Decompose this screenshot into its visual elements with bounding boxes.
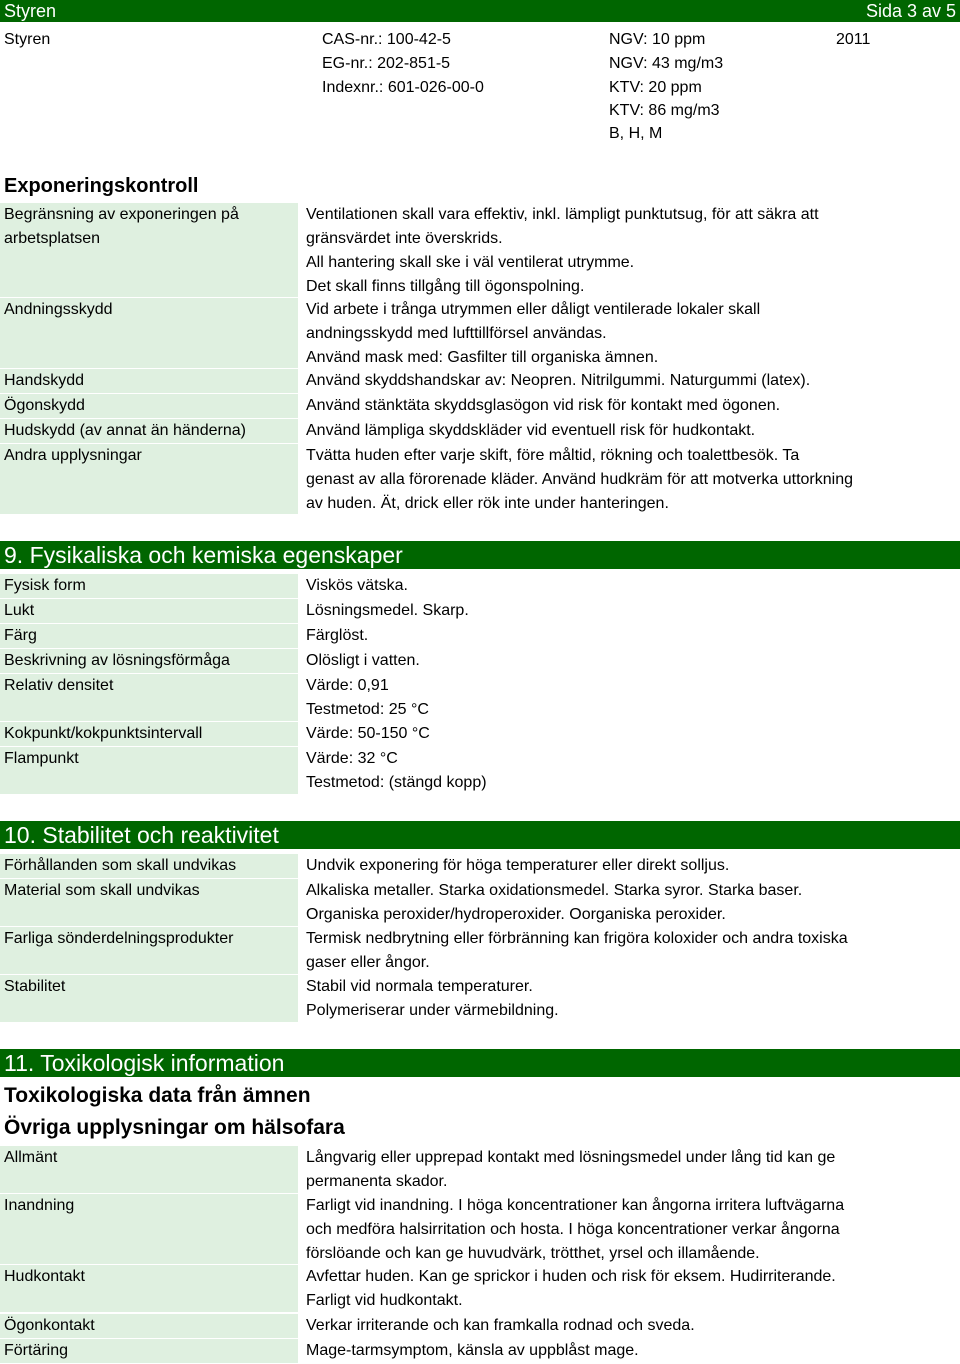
section-9-header: 9. Fysikaliska och kemiska egenskaper (0, 541, 960, 569)
property-row (0, 722, 960, 746)
value-line: All hantering skall ske i väl ventilerat utrymme. (306, 254, 635, 271)
exposure-row (0, 369, 960, 393)
value-line: Organiska peroxider/hydroperoxider. Oorganiska peroxider. (306, 906, 726, 923)
exposure-row (0, 444, 960, 514)
row-value (302, 369, 960, 393)
exposure-row (0, 394, 960, 418)
row-label: Material som skall undvikas (0, 879, 298, 926)
property-row (0, 574, 960, 598)
toxicology-row (0, 1146, 960, 1193)
value-line: genast av alla förorenade kläder. Använd hudkräm för att motverka uttorkning (306, 471, 853, 488)
row-label: Förtäring (0, 1339, 298, 1363)
row-value (302, 599, 960, 623)
row-value (302, 649, 960, 673)
value-line: Mage-tarmsymptom, känsla av uppblåst mage. (306, 1342, 639, 1359)
toxicology-row (0, 1339, 960, 1363)
health-hazard-subheading: Övriga upplysningar om hälsofara (4, 1116, 345, 1139)
value-line: Verkar irriterande och kan framkalla rodnad och sveda. (306, 1317, 695, 1334)
row-value (302, 419, 960, 443)
row-label: Farliga sönderdelningsprodukter (0, 927, 298, 974)
limit-value-3: KTV: 20 ppm (609, 79, 702, 96)
row-label: Handskydd (0, 369, 298, 393)
row-label: Hudskydd (av annat än händerna) (0, 419, 298, 443)
value-line: Vid arbete i trånga utrymmen eller dåligt ventilerade lokaler skall (306, 301, 761, 318)
value-line: Använd lämpliga skyddskläder vid eventuell risk för hudkontakt. (306, 422, 756, 439)
exposure-row (0, 419, 960, 443)
value-line: Långvarig eller upprepad kontakt med lösningsmedel under lång tid kan ge (306, 1149, 836, 1166)
exposure-row (0, 298, 960, 368)
limit-value-1: NGV: 10 ppm (609, 31, 706, 48)
row-label: Relativ densitet (0, 674, 298, 721)
row-value (302, 298, 960, 368)
property-row (0, 747, 960, 794)
value-line: Avfettar huden. Kan ge sprickor i huden och risk för eksem. Hudirriterande. (306, 1268, 836, 1285)
value-line: Stabil vid normala temperaturer. (306, 978, 533, 995)
cas-number: CAS-nr.: 100-42-5 (322, 31, 451, 48)
value-line: gaser eller ångor. (306, 954, 430, 971)
value-line: av huden. Ät, drick eller rök inte under hanteringen. (306, 495, 669, 512)
row-label: Fysisk form (0, 574, 298, 598)
value-line: permanenta skador. (306, 1173, 448, 1190)
value-line: Olösligt i vatten. (306, 652, 420, 669)
toxicology-row (0, 1314, 960, 1338)
row-label: Färg (0, 624, 298, 648)
row-value (302, 1314, 960, 1338)
section-11-header: 11. Toxikologisk information (0, 1049, 960, 1077)
row-label: Allmänt (0, 1146, 298, 1193)
row-label: Begränsning av exponeringen på arbetsplatsen (0, 203, 298, 297)
value-line: Alkaliska metaller. Starka oxidationsmedel. Starka syror. Starka baser. (306, 882, 803, 899)
row-value (302, 203, 960, 297)
row-value (302, 444, 960, 514)
header-product-name: Styren (4, 1, 57, 21)
value-line: Ventilationen skall vara effektiv, inkl. lämpligt punktutsug, för att säkra att (306, 206, 819, 223)
row-value (302, 1339, 960, 1363)
row-label: Lukt (0, 599, 298, 623)
property-row (0, 599, 960, 623)
row-value (302, 624, 960, 648)
row-value (302, 927, 960, 974)
value-line: Testmetod: 25 °C (306, 701, 429, 718)
index-number: Indexnr.: 601-026-00-0 (322, 79, 484, 96)
row-value (302, 975, 960, 1022)
row-label: Förhållanden som skall undvikas (0, 854, 298, 878)
row-value (302, 1265, 960, 1312)
value-line: Termisk nedbrytning eller förbränning kan frigöra koloxider och andra toxiska (306, 930, 848, 947)
row-label: Kokpunkt/kokpunktsintervall (0, 722, 298, 746)
toxicology-row (0, 1265, 960, 1312)
exposure-row (0, 203, 960, 297)
limit-value-2: NGV: 43 mg/m3 (609, 55, 724, 72)
value-line: Polymeriserar under värmebildning. (306, 1002, 559, 1019)
stability-row (0, 854, 960, 878)
toxicology-row (0, 1194, 960, 1264)
year: 2011 (836, 31, 871, 48)
row-label: Flampunkt (0, 747, 298, 794)
substance-name: Styren (4, 31, 51, 48)
row-label: Beskrivning av lösningsförmåga (0, 649, 298, 673)
value-line: Lösningsmedel. Skarp. (306, 602, 469, 619)
value-line: gränsvärdet inte överskrids. (306, 230, 503, 247)
row-label: Hudkontakt (0, 1265, 298, 1312)
value-line: Färglöst. (306, 627, 369, 644)
value-line: andningsskydd med lufttillförsel användas. (306, 325, 607, 342)
row-value (302, 574, 960, 598)
stability-row (0, 975, 960, 1022)
row-value (302, 747, 960, 794)
row-value (302, 722, 960, 746)
row-label: Andningsskydd (0, 298, 298, 368)
exposure-title: Exponeringskontroll (4, 175, 199, 197)
page-header-bar (0, 0, 960, 22)
row-value (302, 1194, 960, 1264)
value-line: Värde: 0,91 (306, 677, 389, 694)
value-line: Farligt vid inandning. I höga koncentrationer kan ångorna irritera luftvägarna (306, 1197, 845, 1214)
value-line: Testmetod: (stängd kopp) (306, 774, 487, 791)
value-line: Tvätta huden efter varje skift, före måltid, rökning och toalettbesök. Ta (306, 447, 800, 464)
value-line: Undvik exponering för höga temperaturer eller direkt solljus. (306, 857, 730, 874)
value-line: Värde: 32 °C (306, 750, 398, 767)
value-line: Använd stänktäta skyddsglasögon vid risk för kontakt med ögonen. (306, 397, 781, 414)
limit-value-5: B, H, M (609, 125, 663, 142)
row-value (302, 854, 960, 878)
property-row (0, 674, 960, 721)
value-line: Viskös vätska. (306, 577, 408, 594)
row-value (302, 674, 960, 721)
row-label: Andra upplysningar (0, 444, 298, 514)
value-line: Värde: 50-150 °C (306, 725, 430, 742)
section-10-header: 10. Stabilitet och reaktivitet (0, 821, 960, 849)
toxicology-subheading: Toxikologiska data från ämnen (4, 1084, 311, 1107)
row-label: Inandning (0, 1194, 298, 1264)
value-line: och medföra halsirritation och hosta. I höga koncentrationer verkar ångorna (306, 1221, 840, 1238)
row-label: Ögonskydd (0, 394, 298, 418)
stability-row (0, 879, 960, 926)
limit-value-4: KTV: 86 mg/m3 (609, 102, 720, 119)
row-label: Ögonkontakt (0, 1314, 298, 1338)
property-row (0, 649, 960, 673)
row-value (302, 1146, 960, 1193)
value-line: Använd skyddshandskar av: Neopren. Nitrilgummi. Naturgummi (latex). (306, 372, 811, 389)
value-line: förslöande och kan ge huvudvärk, trötthet, yrsel och illamående. (306, 1245, 760, 1262)
row-value (302, 394, 960, 418)
row-value (302, 879, 960, 926)
property-row (0, 624, 960, 648)
row-label: Stabilitet (0, 975, 298, 1022)
value-line: Det skall finns tillgång till ögonspolning. (306, 278, 585, 295)
header-page-number: Sida 3 av 5 (865, 1, 956, 21)
eg-number: EG-nr.: 202-851-5 (322, 55, 451, 72)
value-line: Farligt vid hudkontakt. (306, 1292, 463, 1309)
value-line: Använd mask med: Gasfilter till organiska ämnen. (306, 349, 659, 366)
stability-row (0, 927, 960, 974)
